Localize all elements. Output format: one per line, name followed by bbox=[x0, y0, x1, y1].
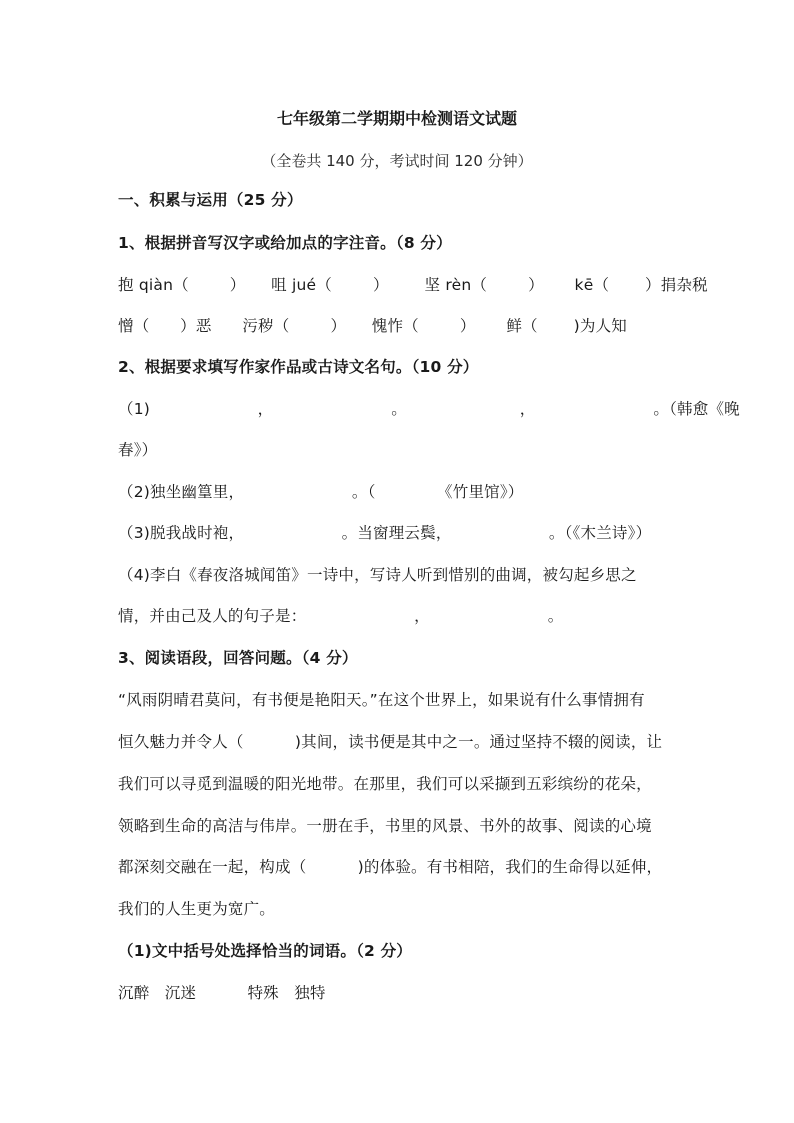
question-3-sub-1-heading: （1)文中括号处选择恰当的词语。（2 分） bbox=[118, 942, 413, 960]
question-1-row-1: 抱 qiàn（ ） 咀 jué（ ） 坚 rèn（ ） kē（ ）捐杂税 bbox=[118, 276, 708, 294]
question-3-paragraph-line: 恒久魅力并令人（ )其间，读书便是其中之一。通过坚持不辍的阅读，让 bbox=[118, 733, 663, 751]
question-2-item-4-line-2: 情，并由己及人的句子是： ， 。 bbox=[118, 607, 564, 625]
question-3-paragraph-line: 我们可以寻觅到温暖的阳光地带。在那里，我们可以采撷到五彩缤纷的花朵， bbox=[118, 775, 652, 793]
question-3-paragraph-line: 我们的人生更为宽广。 bbox=[118, 900, 276, 918]
question-2-item-4-line-1: （4)李白《春夜洛城闻笛》一诗中，写诗人听到惜别的曲调，被勾起乡思之 bbox=[118, 566, 637, 584]
question-2-heading: 2、根据要求填写作家作品或古诗文名句。（10 分） bbox=[118, 358, 479, 376]
question-3-heading: 3、阅读语段，回答问题。（4 分） bbox=[118, 649, 358, 667]
question-1-heading: 1、根据拼音写汉字或给加点的字注音。（8 分） bbox=[118, 234, 452, 252]
question-2-item-1-line-1: （1) ， 。 ， 。（韩愈《晚 bbox=[118, 400, 740, 418]
question-2-item-2: （2)独坐幽篁里， 。（ 《竹里馆》） bbox=[118, 483, 524, 501]
question-3-paragraph-line: 都深刻交融在一起，构成（ )的体验。有书相陪，我们的生命得以延伸， bbox=[118, 858, 663, 876]
question-3-paragraph-line: “风雨阴晴君莫问，有书便是艳阳天。”在这个世界上，如果说有什么事情拥有 bbox=[118, 691, 645, 709]
question-2-item-3: （3)脱我战时袍， 。当窗理云鬓， 。（《木兰诗》） bbox=[118, 524, 652, 542]
exam-title: 七年级第二学期期中检测语文试题 bbox=[276, 109, 517, 128]
question-3-paragraph-line: 领略到生命的高洁与伟岸。一册在手，书里的风景、书外的故事、阅读的心境 bbox=[118, 817, 652, 835]
question-1-row-2: 憎（ ）恶 污秽（ ） 愧怍（ ） 鲜（ )为人知 bbox=[118, 317, 627, 335]
question-2-item-1-line-2: 春》） bbox=[118, 441, 158, 459]
section-heading: 一、积累与运用（25 分） bbox=[118, 191, 303, 209]
question-3-sub-1-options: 沉醉 沉迷 特殊 独特 bbox=[118, 984, 326, 1002]
exam-subtitle: （全卷共 140 分，考试时间 120 分钟） bbox=[261, 152, 533, 170]
